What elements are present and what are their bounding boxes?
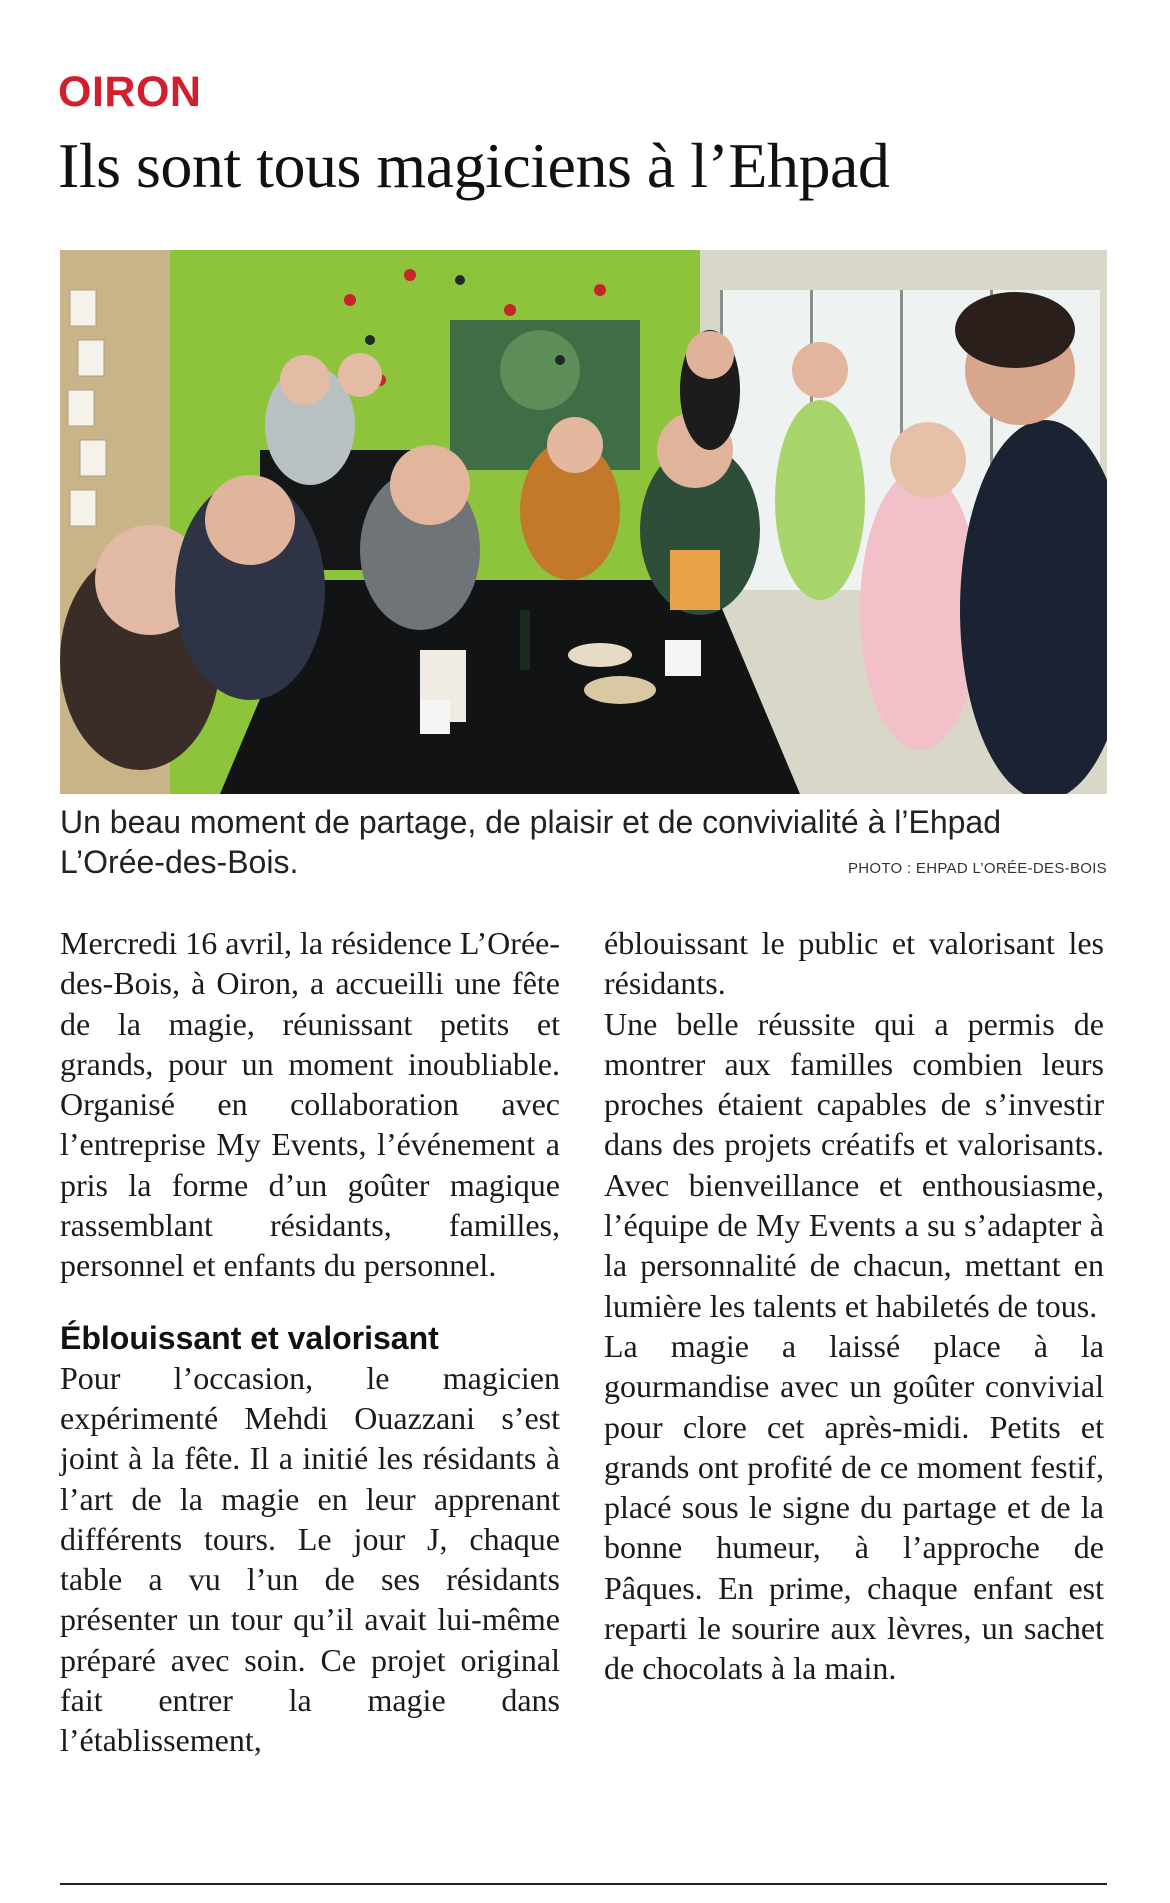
section-kicker: OIRON: [58, 68, 202, 116]
body-paragraph: Pour l’occasion, le magicien expérimenté Mehdi Ouazzani s’est joint à la fête. Il a initié les résidants à l’art de la magie en leur apprenant différents tours. Le jour J, chaque table a vu l’un de ses résidants présenter un tour qu’il avait lui-même préparé avec soin. Ce projet original fait entrer la magie dans l’établissement,: [60, 1359, 560, 1759]
body-paragraph: éblouissant le public et valorisant les résidants.: [604, 925, 1104, 1002]
column-left: [60, 923, 560, 1761]
photo-credit: PHOTO : EHPAD L’ORÉE-DES-BOIS: [847, 860, 1107, 877]
article-headline: Ils sont tous magiciens à l’Ehpad: [58, 130, 890, 201]
body-paragraph: Une belle réussite qui a permis de montrer aux familles combien leurs proches étaient capables de s’investir dans des projets créatifs et valorisants. Avec bienveillance et enthousiasme, l’équipe de My Events a su s’adapter à la personnalité de chacun, mettant en lumière les talents et habiletés de tous.: [604, 1005, 1104, 1324]
photo-caption: Un beau moment de partage, de plaisir et de convivialité à l’Ehpad L’Orée-des-Bois.: [60, 804, 1002, 880]
column-right: [604, 923, 1104, 1689]
body-paragraph: La magie a laissé place à la gourmandise avec un goûter convivial pour clore cet après-midi. Petits et grands ont profité de ce moment festif, placé sous le signe du partage et de la bonne humeur, à l’approche de Pâques. En prime, chaque enfant est reparti le sourire aux lèvres, un sachet de chocolats à la main.: [604, 1327, 1104, 1687]
body-paragraph: Mercredi 16 avril, la résidence L’Orée-des-Bois, à Oiron, a accueilli une fête de la magie, réunissant petits et grands, pour un moment inoubliable. Organisé en collaboration avec l’entreprise My Events, l’événement a pris la forme d’un goûter magique rassemblant résidants, familles, personnel et enfants du personnel.: [60, 925, 560, 1284]
bottom-divider: [60, 1883, 1107, 1885]
article-subhead: Éblouissant et valorisant: [60, 1319, 439, 1356]
article-photo: [60, 250, 1107, 794]
